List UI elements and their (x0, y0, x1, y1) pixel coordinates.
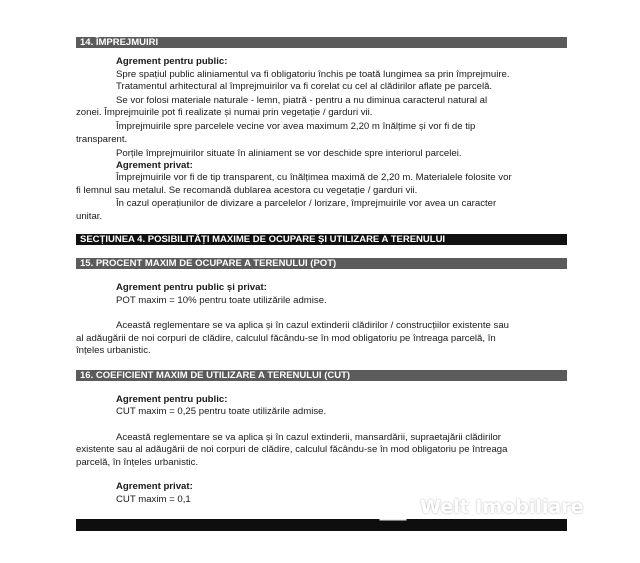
s15-line: înțeles urbanistic. (76, 345, 151, 356)
watermark-text: Welt Imobiliare (420, 496, 584, 518)
s14-public-heading: Agrement pentru public: (116, 56, 228, 67)
s16-line: parcelă, în înțeles urbanistic. (76, 457, 199, 468)
s14-line: zonei. Împrejmuirile pot fi realizate și numai prin vegetație / garduri vii. (76, 107, 373, 118)
s15-line: al adăugării de noi corpuri de clădire, calculul făcându-se în mod obligatoriu pe întreaga parcelă, în (76, 333, 496, 344)
section-4-header: SECȚIUNEA 4. POSIBILITĂȚI MAXIME DE OCUPARE ȘI UTILIZARE A TERENULUI (76, 234, 567, 245)
s14-line: Porțile împrejmuirilor situate în aliniament se vor deschide spre interiorul parcelei. (116, 148, 462, 159)
s16-line: existente sau al adăugării de noi corpuri de clădire, calculul făcându-se în mod obligatoriu pe întreaga (76, 444, 508, 455)
s14-line: fi lemnul sau metalul. Se recomandă dublarea acestora cu vegetație / garduri vii. (76, 185, 418, 196)
s14-line: Se vor folosi materiale naturale - lemn, piatră - pentru a nu diminua caracterul natural al (116, 95, 488, 106)
s14-private-heading: Agrement privat: (116, 160, 193, 171)
watermark-logo (374, 487, 614, 527)
s14-line: Împrejmuirile spre parcelele vecine vor avea maximum 2,20 m înălțime și vor fi de tip (116, 121, 476, 132)
s14-line: Tratamentul arhitectural al împrejmuirilor va fi corelat cu cel al clădirilor aflate pe parcelă. (116, 81, 493, 92)
s16-line: CUT maxim = 0,1 (116, 494, 191, 505)
s14-line: În cazul operațiunilor de divizare a parcelelor / lorizare, împrejmuirile vor avea un caracter (116, 198, 497, 209)
house-check-icon (374, 488, 412, 527)
s14-line: transparent. (76, 134, 128, 145)
s16-line: Această reglementare se va aplica și în cazul extinderii, mansardării, supraetajării clădirilor (116, 432, 501, 443)
s16-public-heading: Agrement pentru public: (116, 394, 228, 405)
s14-line: Spre spațiul public aliniamentul va fi obligatoriu închis pe toată lungimea sa prin împrejmuire. (116, 69, 510, 80)
section-15-header: 15. PROCENT MAXIM DE OCUPARE A TERENULUI (POT) (76, 258, 567, 269)
s15-line: POT maxim = 10% pentru toate utilizările admise. (116, 295, 327, 306)
section-14-header: 14. ÎMPREJMUIRI (76, 37, 567, 48)
s16-private-heading: Agrement privat: (116, 481, 193, 492)
s15-heading: Agrement pentru public și privat: (116, 282, 267, 293)
section-16-header: 16. COEFICIENT MAXIM DE UTILIZARE A TERENULUI (CUT) (76, 370, 567, 381)
s15-line: Această reglementare se va aplica și în cazul extinderii clădirilor / construcțiilor existente sau (116, 320, 509, 331)
s16-line: CUT maxim = 0,25 pentru toate utilizările admise. (116, 406, 327, 417)
s14-line: Împrejmuirile vor fi de tip transparent, cu înălțimea maximă de 2,20 m. Materialele folosite vor (116, 172, 512, 183)
s14-line: unitar. (76, 211, 103, 222)
